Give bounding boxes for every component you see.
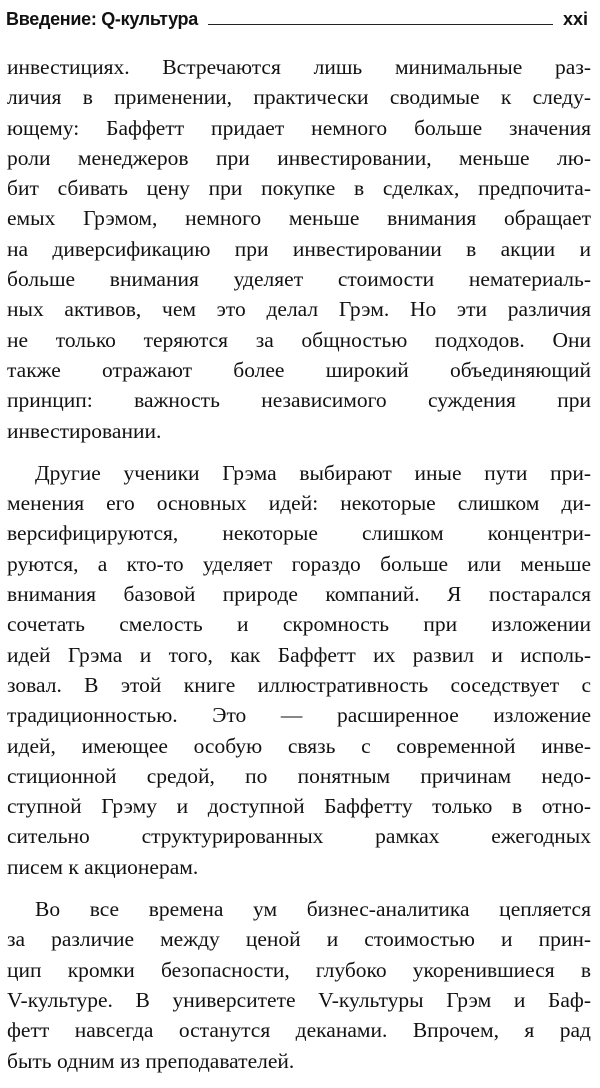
text-line: версифицируются, некоторые слишком концентри- [7,521,591,546]
text-line: зовал. В этой книге иллюстративность соседствует с [7,672,591,697]
text-line: больше внимания уделяет стоимости нематериаль- [7,267,591,292]
text-line: сочетать смелость и скромность при изложении [7,612,591,637]
running-head [6,4,588,30]
page-number: xxi [562,9,588,29]
paragraph [7,52,591,446]
text-line: идей, имеющее особую связь с современной инве- [7,733,591,758]
text-line: фетт навсегда останутся деканами. Впрочем, я рад [7,1018,591,1043]
text-line: инвестировании. [7,418,162,443]
paragraph [7,894,591,1076]
text-line: ных активов, чем это делал Грэм. Но эти различия [7,297,591,322]
text-line: идей Грэма и того, как Баффетт их развил и исполь- [7,642,591,667]
text-line: личия в применении, практически сводимые к следу- [7,85,591,110]
text-line: бит сбивать цену при покупке в сделках, предпочита- [7,176,591,201]
text-line: V-культуре. В университете V-культуры Грэм и Баф- [7,987,591,1012]
text-line: Другие ученики Грэма выбирают иные пути при- [35,460,591,485]
text-line: Во все времена ум бизнес-аналитика цепляется [35,897,591,922]
body-text [7,52,591,1088]
text-line: на диверсификацию при инвестировании в акции и [7,236,591,261]
text-line: внимания базовой природе компаний. Я постарался [7,582,591,607]
text-line: инвестициях. Встречаются лишь минимальные раз- [7,55,591,79]
text-line: принцип: важность независимого суждения при [7,388,591,413]
header-rule [208,24,553,25]
text-line: руются, а кто-то уделяет гораздо больше или меньше [7,551,591,576]
text-line: роли менеджеров при инвестировании, меньше лю- [7,145,591,170]
text-line: также отражают более широкий объединяющий [7,357,591,382]
text-line: быть одним из преподавателей. [7,1048,295,1073]
text-line: стиционной средой, по понятным причинам недо- [7,763,591,788]
chapter-title: Введение: Q-культура [6,9,198,29]
text-line: писем к акционерам. [7,854,199,879]
text-line: цип кромки безопасности, глубоко укоренившиеся в [7,957,591,982]
text-line: не только теряются за общностью подходов. Они [7,327,591,352]
text-line: емых Грэмом, немного меньше внимания обращает [7,206,591,231]
text-line: традиционностью. Это — расширенное изложение [7,703,591,728]
paragraph [7,458,591,882]
text-line: менения его основных идей: некоторые слишком ди- [7,491,591,516]
text-line: ющему: Баффетт придает немного больше значения [7,115,591,140]
text-line: ступной Грэму и доступной Баффетту только в отно- [7,794,591,819]
text-line: сительно структурированных рамках ежегодных [7,824,591,849]
text-line: за различие между ценой и стоимостью и прин- [7,927,591,952]
